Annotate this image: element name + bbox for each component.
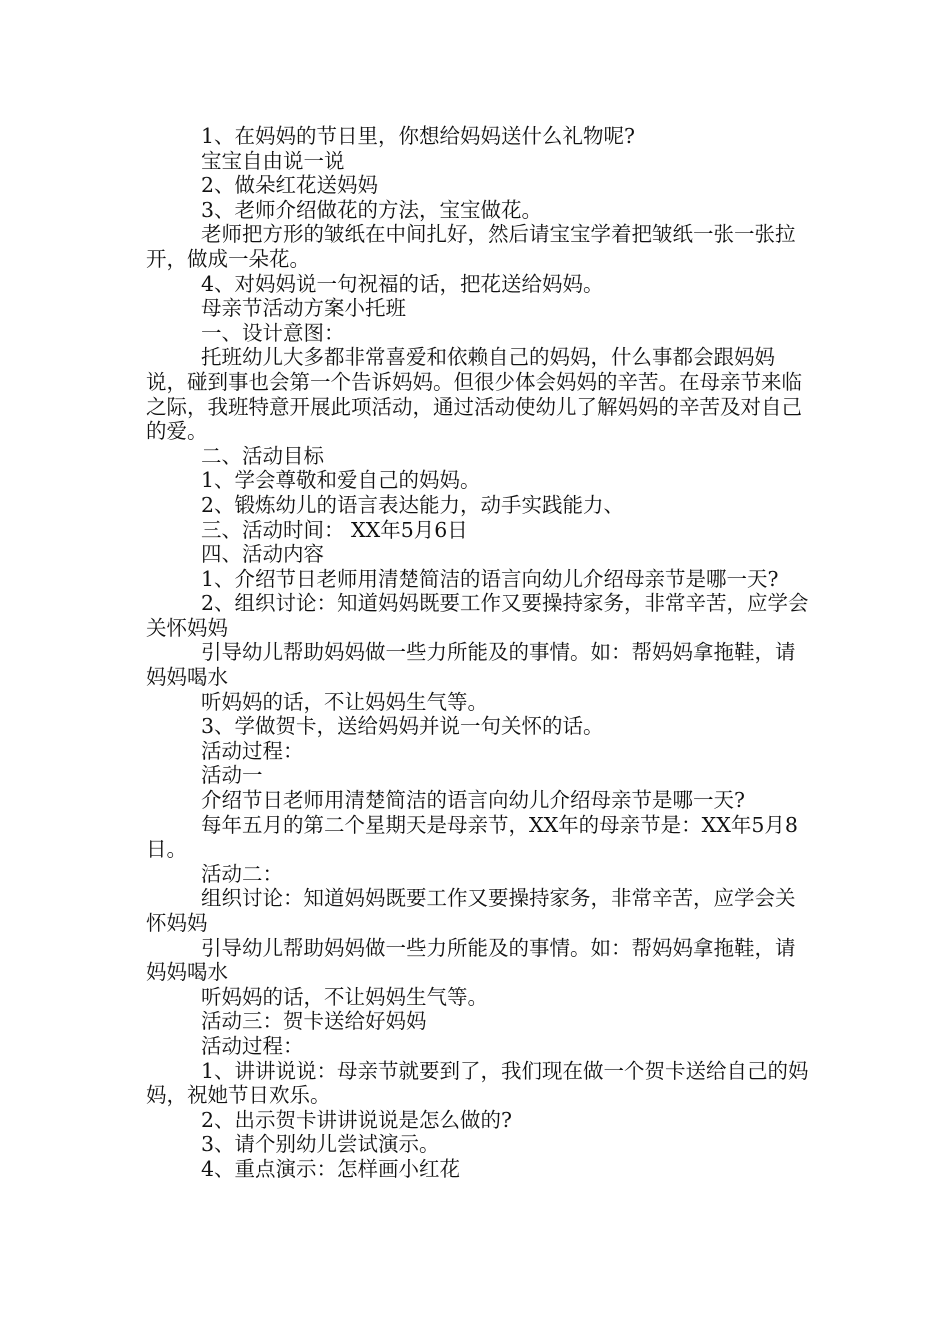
paragraph: 1、学会尊敬和爱自己的妈妈。 — [201, 468, 481, 493]
paragraph: 介绍节日老师用清楚简洁的语言向幼儿介绍母亲节是哪一天? — [201, 788, 745, 813]
paragraph: 2、出示贺卡讲讲说说是怎么做的? — [201, 1107, 513, 1132]
paragraph: 引导幼儿帮助妈妈做一些力所能及的事情。如：帮妈妈拿拖鞋，请妈妈喝水 — [146, 640, 796, 690]
paragraph: 活动三：贺卡送给好妈妈 — [201, 1009, 427, 1034]
paragraph: 听妈妈的话，不让妈妈生气等。 — [201, 984, 488, 1009]
document-body — [146, 124, 810, 1182]
paragraph: 活动过程： — [201, 738, 304, 763]
paragraph: 2、组织讨论：知道妈妈既要工作又要操持家务，非常辛苦，应学会关怀妈妈 — [146, 591, 809, 640]
paragraph: 3、学做贺卡，送给妈妈并说一句关怀的话。 — [201, 714, 604, 739]
section-heading: 一、设计意图： — [201, 320, 345, 345]
paragraph: 1、在妈妈的节日里，你想给妈妈送什么礼物呢? — [201, 124, 636, 148]
section-heading: 二、活动目标 — [201, 443, 324, 468]
paragraph: 3、请个别幼儿尝试演示。 — [201, 1132, 440, 1157]
paragraph: 老师把方形的皱纸在中间扎好，然后请宝宝学着把皱纸一张一张拉开，做成一朵花。 — [146, 222, 796, 271]
paragraph: 活动一 — [201, 763, 263, 788]
paragraph: 3、老师介绍做花的方法，宝宝做花。 — [201, 197, 543, 222]
paragraph: 2、做朵红花送妈妈 — [201, 173, 379, 198]
paragraph: 组织讨论：知道妈妈既要工作又要操持家务，非常辛苦，应学会关怀妈妈 — [146, 886, 796, 935]
section-title: 母亲节活动方案小托班 — [201, 296, 406, 321]
paragraph: 2、锻炼幼儿的语言表达能力，动手实践能力、 — [201, 492, 625, 517]
paragraph: 活动二： — [201, 861, 283, 886]
section-heading: 三、活动时间： XX年5月6日 — [201, 517, 468, 542]
paragraph: 1、介绍节日老师用清楚简洁的语言向幼儿介绍母亲节是哪一天? — [201, 566, 779, 591]
paragraph: 引导幼儿帮助妈妈做一些力所能及的事情。如：帮妈妈拿拖鞋，请妈妈喝水 — [146, 935, 796, 985]
paragraph: 宝宝自由说一说 — [201, 148, 345, 173]
paragraph: 活动过程： — [201, 1033, 304, 1058]
paragraph: 4、重点演示：怎样画小红花 — [201, 1156, 461, 1181]
section-heading: 四、活动内容 — [201, 542, 324, 567]
paragraph: 每年五月的第二个星期天是母亲节，XX年的母亲节是：XX年5月8日。 — [146, 812, 798, 862]
paragraph: 托班幼儿大多都非常喜爱和依赖自己的妈妈，什么事都会跟妈妈说，碰到事也会第一个告诉妈妈。但很少体会妈妈的辛苦。在母亲节来临之际，我班特意开展此项活动，通过活动使幼儿了解妈妈的辛苦及对自己的爱。 — [146, 345, 802, 444]
paragraph: 4、对妈妈说一句祝福的话，把花送给妈妈。 — [201, 271, 604, 296]
paragraph: 听妈妈的话，不让妈妈生气等。 — [201, 689, 488, 714]
paragraph: 1、讲讲说说：母亲节就要到了，我们现在做一个贺卡送给自己的妈妈，祝她节日欢乐。 — [146, 1058, 809, 1108]
